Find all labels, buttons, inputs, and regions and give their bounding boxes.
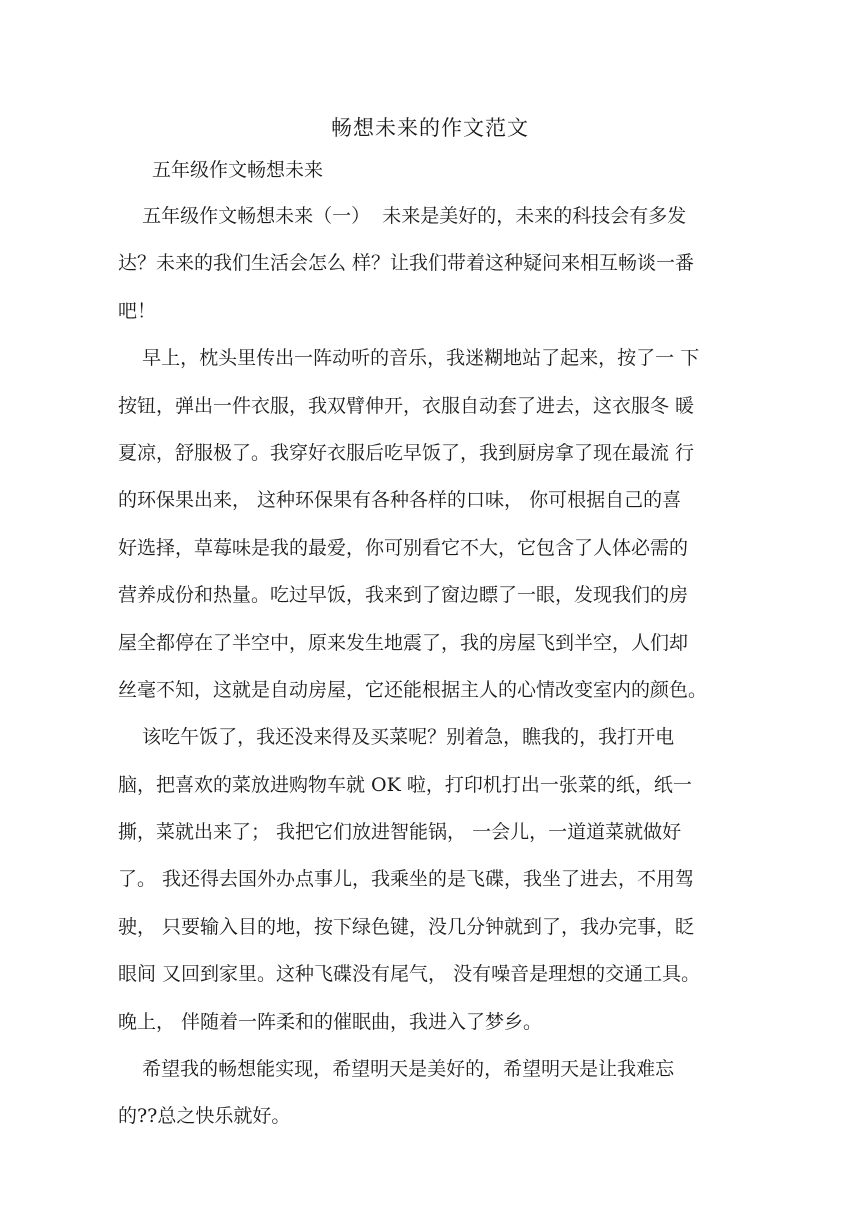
text-line: 达？未来的我们生活会怎么 样？让我们带着这种疑问来相互畅谈一番 [118, 252, 695, 275]
text-line: 了。 我还得去国外办点事儿，我乘坐的是飞碟，我坐了进去，不用驾 [118, 868, 695, 891]
text-line: 驶， 只要输入目的地，按下绿色键，没几分钟就到了，我办完事，眨 [118, 915, 695, 938]
text-line: 该吃午饭了，我还没来得及买菜呢？别着急，瞧我的，我打开电 [118, 726, 675, 749]
text-line: 的环保果出来， 这种环保果有各种各样的口味， 你可根据自己的喜 [118, 489, 682, 512]
text-line: 五年级作文畅想未来（一） 未来是美好的，未来的科技会有多发 [118, 205, 687, 227]
text-line: 希望我的畅想能实现，希望明天是美好的，希望明天是让我难忘 [118, 1058, 675, 1081]
text-line: 眼间 又回到家里。这种飞碟没有尾气， 没有噪音是理想的交通工具。 [118, 963, 701, 986]
text-line: 好选择，草莓味是我的最爱，你可别看它不大，它包含了人体必需的 [118, 536, 689, 559]
text-line: 吧！ [118, 299, 157, 322]
essay-body [118, 200, 748, 1148]
document-title: 畅想未来的作文范文 [331, 116, 529, 140]
text-line: 夏凉，舒服极了。我穿好衣服后吃早饭了，我到厨房拿了现在最流 行 [118, 441, 695, 464]
text-line: 的??总之快乐就好。 [118, 1105, 291, 1128]
text-line: 脑，把喜欢的菜放进购物车就 OK 啦，打印机打出一张菜的纸，纸一 [118, 773, 692, 796]
text-line: 屋全都停在了半空中，原来发生地震了，我的房屋飞到半空，人们却 [118, 631, 689, 654]
text-line: 撕，菜就出来了； 我把它们放进智能锅， 一会儿，一道道菜就做好 [118, 821, 682, 844]
text-line: 晚上， 伴随着一阵柔和的催眠曲，我进入了梦乡。 [118, 1010, 543, 1033]
text-line: 按钮，弹出一件衣服，我双臂伸开，衣服自动套了进去，这衣服冬 暖 [118, 394, 695, 417]
text-line: 丝毫不知，这就是自动房屋，它还能根据主人的心情改变室内的颜色。 [118, 678, 708, 701]
text-line: 营养成份和热量。吃过早饭，我来到了窗边瞟了一眼，发现我们的房 [118, 584, 689, 607]
text-line: 早上，枕头里传出一阵动听的音乐，我迷糊地站了起来，按了一 下 [118, 347, 700, 370]
document-subtitle: 五年级作文畅想未来 [152, 159, 324, 181]
